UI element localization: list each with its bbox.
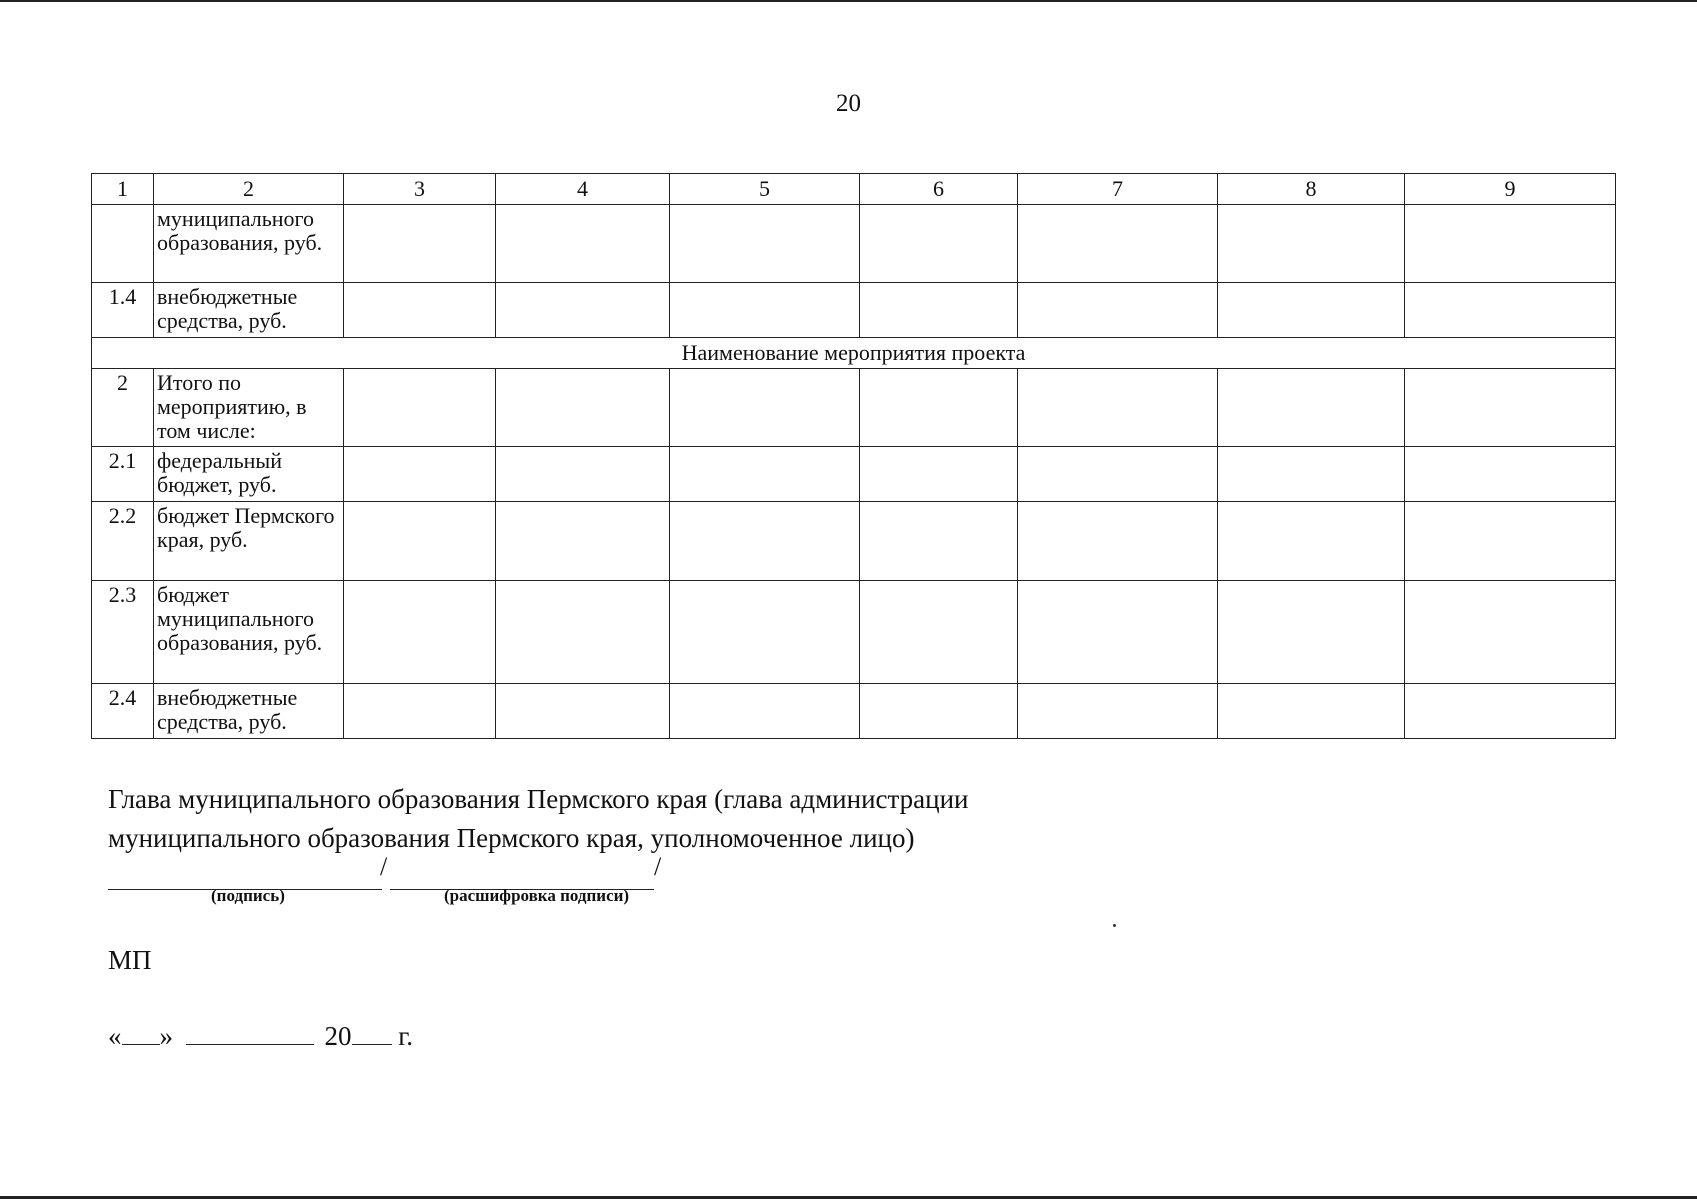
- table-row: [92, 205, 1616, 283]
- year-suffix: г.: [398, 1021, 414, 1051]
- row-label: внебюджетные средства, руб.: [154, 684, 344, 739]
- table-cell: [344, 283, 496, 338]
- table-cell: [496, 447, 670, 502]
- table-cell: [496, 205, 670, 283]
- page-top-edge: [0, 0, 1697, 2]
- column-number: 8: [1218, 174, 1405, 205]
- scan-speck: [1113, 924, 1116, 927]
- table-cell: [1218, 502, 1405, 581]
- table-cell: [1018, 447, 1218, 502]
- table-cell: [1405, 205, 1616, 283]
- table-cell: [670, 447, 860, 502]
- table-cell: [1405, 581, 1616, 684]
- table-cell: [1218, 581, 1405, 684]
- table-cell: [344, 684, 496, 739]
- table-cell: [1218, 447, 1405, 502]
- year-prefix: 20: [324, 1021, 352, 1051]
- signatory-title-line-1: Глава муниципального образования Пермского края (глава администрации: [108, 784, 969, 814]
- signatory-title-line-2: муниципального образования Пермского края, уполномоченное лицо): [108, 823, 915, 853]
- table-cell: [860, 447, 1018, 502]
- table-cell: [496, 369, 670, 447]
- date-open-quote: «: [108, 1021, 122, 1051]
- table-cell: [670, 369, 860, 447]
- table-cell: [1405, 447, 1616, 502]
- column-number: 9: [1405, 174, 1616, 205]
- table-cell: [496, 283, 670, 338]
- table-row: [92, 283, 1616, 338]
- column-number: 2: [154, 174, 344, 205]
- table-cell: [1218, 283, 1405, 338]
- table-cell: [1018, 283, 1218, 338]
- table-cell: [1405, 369, 1616, 447]
- signatory-title: [108, 780, 968, 858]
- table-cell: [1405, 283, 1616, 338]
- page-bottom-edge: [0, 1196, 1697, 1199]
- section-row: [92, 338, 1616, 369]
- table-cell: [344, 502, 496, 581]
- section-title: Наименование мероприятия проекта: [92, 338, 1616, 369]
- table-row: [92, 581, 1616, 684]
- table-cell: [860, 684, 1018, 739]
- month-field[interactable]: [186, 1018, 314, 1045]
- row-number: 2.2: [92, 502, 154, 581]
- stamp-label: МП: [108, 945, 152, 975]
- table-cell: [344, 369, 496, 447]
- column-number: 1: [92, 174, 154, 205]
- row-number: [92, 205, 154, 283]
- row-label: федеральный бюджет, руб.: [154, 447, 344, 502]
- table-row: [92, 369, 1616, 447]
- table-cell: [1018, 502, 1218, 581]
- table-cell: [670, 205, 860, 283]
- row-number: 2.4: [92, 684, 154, 739]
- table-cell: [1405, 502, 1616, 581]
- row-label: муниципального образования, руб.: [154, 205, 344, 283]
- table-cell: [1405, 684, 1616, 739]
- row-number: 2: [92, 369, 154, 447]
- table-cell: [860, 283, 1018, 338]
- table-cell: [344, 447, 496, 502]
- column-number: 4: [496, 174, 670, 205]
- signature-transcript-field[interactable]: [390, 855, 654, 890]
- table-cell: [670, 581, 860, 684]
- day-field[interactable]: [122, 1018, 160, 1045]
- table-cell: [344, 205, 496, 283]
- signature-separator: /: [380, 852, 388, 881]
- column-number: 6: [860, 174, 1018, 205]
- table-cell: [860, 369, 1018, 447]
- date-line: [108, 1018, 413, 1052]
- table-cell: [1018, 684, 1218, 739]
- table-cell: [1018, 369, 1218, 447]
- table-row: [92, 502, 1616, 581]
- row-number: 1.4: [92, 283, 154, 338]
- table-cell: [496, 684, 670, 739]
- page-number: 20: [836, 90, 861, 117]
- table-cell: [1218, 369, 1405, 447]
- table-cell: [860, 205, 1018, 283]
- table-cell: [1018, 581, 1218, 684]
- row-label: внебюджетные средства, руб.: [154, 283, 344, 338]
- table-cell: [344, 581, 496, 684]
- column-number: 3: [344, 174, 496, 205]
- table-row: [92, 684, 1616, 739]
- row-label: бюджет муниципального образования, руб.: [154, 581, 344, 684]
- row-number: 2.1: [92, 447, 154, 502]
- table-cell: [860, 502, 1018, 581]
- table-cell: [670, 684, 860, 739]
- table-cell: [670, 502, 860, 581]
- date-close-quote: »: [159, 1021, 173, 1051]
- table-cell: [1018, 205, 1218, 283]
- signature-field[interactable]: [108, 855, 382, 890]
- column-number: 7: [1018, 174, 1218, 205]
- column-number: 5: [670, 174, 860, 205]
- row-label: Итого по мероприятию, в том числе:: [154, 369, 344, 447]
- signature-end-slash: /: [654, 852, 662, 881]
- table-cell: [496, 502, 670, 581]
- table-row: [92, 447, 1616, 502]
- row-label: бюджет Пермского края, руб.: [154, 502, 344, 581]
- table-cell: [496, 581, 670, 684]
- table-header-row: [92, 174, 1616, 205]
- budget-table: [91, 173, 1616, 739]
- table-cell: [860, 581, 1018, 684]
- signature-caption: (подпись): [211, 886, 285, 905]
- row-number: 2.3: [92, 581, 154, 684]
- year-field[interactable]: [352, 1018, 392, 1045]
- table-cell: [670, 283, 860, 338]
- table-cell: [1218, 684, 1405, 739]
- table-cell: [1218, 205, 1405, 283]
- transcript-caption: (расшифровка подписи): [444, 886, 630, 905]
